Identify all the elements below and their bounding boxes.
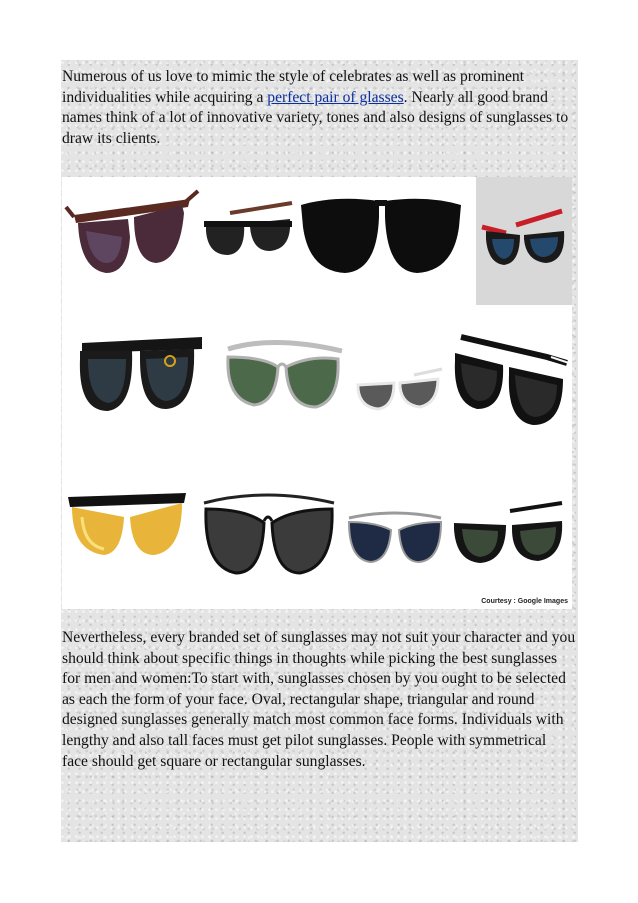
sunglasses-photo-black-green-lens <box>450 499 568 577</box>
sunglasses-collage <box>62 177 572 609</box>
sunglasses-photo-silver-aviator-green-lens <box>214 327 349 437</box>
sunglasses-photo-black-square <box>62 315 212 445</box>
sunglasses-photo-white-frame <box>354 367 444 423</box>
intro-text-end: . Nearly all good brand names think of a lot of innovative variety, tones and also designs of sunglasses to draw its clients. <box>62 88 569 147</box>
intro-text-start: Numerous of us love to mimic the style of celebrates as well as prominent individualities while acquiring a <box>62 68 525 106</box>
sunglasses-photo-navy-aviator <box>345 502 445 577</box>
sunglasses-photo-brown-frame-dark-lens <box>200 197 295 277</box>
intro-paragraph <box>62 67 576 149</box>
sunglasses-photo-brown-wayfarer <box>62 177 200 307</box>
sunglasses-photo-yellow-lens-sport <box>62 467 192 597</box>
perfect-pair-of-glasses-link[interactable]: perfect pair of glasses <box>267 88 404 106</box>
body-paragraph: Nevertheless, every branded set of sunglasses may not suit your character and you should think about specific things in thoughts while picking the best sunglasses for men and women:To start with, sunglasses chosen by you ought to be selected as each the form of your face. Oval, rectangular shape, triangular and round designed sunglasses generally match most common face forms. Individuals with lengthy and also tall faces must get pilot sunglasses. People with symmetrical face should get square or rectangular sunglasses. <box>62 629 576 770</box>
sunglasses-photo-black-aviator-grey-lens <box>196 477 341 597</box>
sunglasses-photo-black-oversized <box>295 187 467 287</box>
sunglasses-photo-red-temple-wayfarer <box>476 177 572 305</box>
image-courtesy-caption: Courtesy : Google Images <box>481 598 568 605</box>
sunglasses-photo-black-wayfarer-striped <box>447 317 572 442</box>
